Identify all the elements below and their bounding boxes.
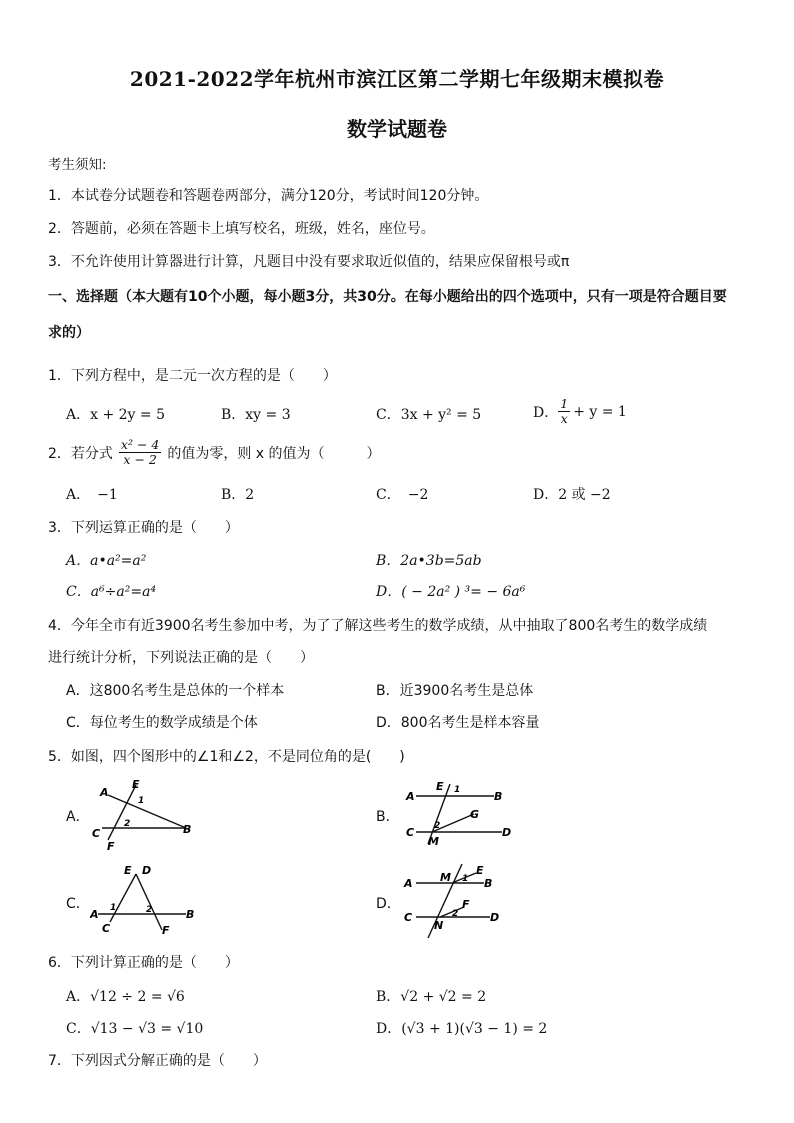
fig-d-label-D: D <box>490 911 500 924</box>
fig-b-label-G: G <box>470 808 480 821</box>
fig-c-label-2: 2 <box>146 905 153 915</box>
q1-option-d-prefix: D． <box>533 404 559 421</box>
section-heading-line2: 求的） <box>48 325 90 341</box>
fig-b-label-C: C <box>406 826 415 839</box>
fig-d-label-M: M <box>440 871 451 884</box>
fig-a-label-2: 2 <box>124 819 131 829</box>
q5-figure-c <box>90 862 202 938</box>
q1-stem: 1．下列方程中，是二元一次方程的是（ ） <box>48 368 337 384</box>
q1-option-a: A．x + 2y = 5 <box>66 407 165 423</box>
q7-stem: 7．下列因式分解正确的是（ ） <box>48 1053 267 1069</box>
fig-d-label-F: F <box>462 898 470 911</box>
fig-d-label-N: N <box>434 919 444 932</box>
fig-b-label-E: E <box>436 780 444 793</box>
q4-option-b: B．近3900名考生是总体 <box>376 683 534 699</box>
q6-option-a: A．√12 ÷ 2 = √6 <box>66 989 185 1005</box>
fig-c-label-E: E <box>124 864 132 877</box>
q3-stem: 3．下列运算正确的是（ ） <box>48 520 239 536</box>
q3-option-c: C．a⁶÷a²=a⁴ <box>66 584 157 600</box>
q1-d-denominator: x <box>560 411 568 426</box>
notice-item-3: 3．不允许使用计算器进行计算，凡题目中没有要求取近似值的，结果应保留根号或π <box>48 254 570 270</box>
q2-option-d: D．2 或 −2 <box>533 487 611 503</box>
notice-heading: 考生须知: <box>48 157 107 173</box>
q2-stem-suffix: 的值为零，则 x 的值为（ ） <box>167 445 381 462</box>
fig-d-label-A: A <box>404 877 413 890</box>
q4-stem-line1: 4．今年全市有近3900名考生参加中考，为了了解这些考生的数学成绩，从中抽取了800名考生的数学成绩 <box>48 618 708 634</box>
fig-b-label-M: M <box>428 835 439 848</box>
notice-item-2: 2．答题前，必须在答题卡上填写校名，班级，姓名，座位号。 <box>48 221 435 237</box>
q4-option-a: A．这800名考生是总体的一个样本 <box>66 683 285 699</box>
q2-option-a: A． −1 <box>66 487 118 503</box>
fig-d-label-B: B <box>484 877 493 890</box>
q1-option-d <box>533 397 627 426</box>
q4-option-d: D．800名考生是样本容量 <box>376 715 540 731</box>
fig-a-label-F: F <box>107 840 115 853</box>
q3-option-a: A．a•a²=a² <box>66 553 147 569</box>
fig-a-label-E: E <box>132 778 140 791</box>
page-title: 2021-2022学年杭州市滨江区第二学期七年级期末模拟卷 <box>129 67 665 91</box>
q6-option-d: D．(√3 + 1)(√3 − 1) = 2 <box>376 1021 548 1037</box>
fig-d-label-2: 2 <box>452 909 459 919</box>
fig-c-label-B: B <box>186 908 195 921</box>
fig-b-label-1: 1 <box>454 785 461 795</box>
fig-c-label-F: F <box>162 924 170 937</box>
fig-d-label-E: E <box>476 864 484 877</box>
q5-option-a-label: A． <box>66 809 90 825</box>
q5-option-d-label: D． <box>376 896 401 912</box>
q5-figure-b <box>402 776 520 848</box>
fig-d-label-C: C <box>404 911 413 924</box>
fig-c-label-D: D <box>142 864 152 877</box>
fig-a-label-1: 1 <box>138 796 145 806</box>
q6-option-b: B．√2 + √2 = 2 <box>376 989 487 1005</box>
q1-option-d-suffix: + y = 1 <box>573 403 627 420</box>
q2-stem <box>48 438 381 467</box>
fig-c-label-C: C <box>102 922 111 935</box>
q2-stem-prefix: 2．若分式 <box>48 445 113 462</box>
fig-b-label-2: 2 <box>434 821 441 831</box>
fig-c-label-A: A <box>90 908 99 921</box>
q3-option-d: D．( − 2a² ) ³= − 6a⁶ <box>376 584 526 600</box>
q4-stem-line2: 进行统计分析，下列说法正确的是（ ） <box>48 650 314 666</box>
q6-option-c: C．√13 − √3 = √10 <box>66 1021 204 1037</box>
q4-option-c: C．每位考生的数学成绩是个体 <box>66 715 258 731</box>
page-subtitle: 数学试题卷 <box>347 117 447 141</box>
q5-figure-a <box>88 775 200 853</box>
section-heading-line1: 一、选择题（本大题有10个小题，每小题3分，共30分。在每小题给出的四个选项中，只有一项是符合题目要 <box>48 289 727 305</box>
fig-c-label-1: 1 <box>110 903 117 913</box>
fig-a-label-B: B <box>183 823 192 836</box>
fig-a-label-C: C <box>92 827 101 840</box>
fig-b-label-B: B <box>494 790 503 803</box>
fig-d-label-1: 1 <box>462 874 469 884</box>
fig-b-label-D: D <box>502 826 512 839</box>
q2-option-c: C． −2 <box>376 487 429 503</box>
q2-option-b: B．2 <box>221 487 255 503</box>
q3-option-b: B．2a•3b=5ab <box>376 553 482 569</box>
q5-option-c-label: C． <box>66 896 90 912</box>
q2-fraction <box>119 438 161 467</box>
q1-d-numerator: 1 <box>560 396 569 411</box>
q6-stem: 6．下列计算正确的是（ ） <box>48 955 239 971</box>
q5-stem: 5．如图，四个图形中的∠1和∠2，不是同位角的是( ) <box>48 749 405 765</box>
q1-option-c: C．3x + y² = 5 <box>376 407 482 423</box>
q2-numerator: x² − 4 <box>120 437 160 452</box>
notice-item-1: 1．本试卷分试题卷和答题卷两部分，满分120分，考试时间120分钟。 <box>48 188 489 204</box>
q2-denominator: x − 2 <box>123 452 157 467</box>
q5-figure-d <box>400 858 510 942</box>
q1-option-d-fraction <box>558 397 570 426</box>
q1-option-b: B．xy = 3 <box>221 407 291 423</box>
q5-option-b-label: B． <box>376 809 400 825</box>
fig-a-label-A: A <box>100 786 109 799</box>
fig-b-label-A: A <box>406 790 415 803</box>
